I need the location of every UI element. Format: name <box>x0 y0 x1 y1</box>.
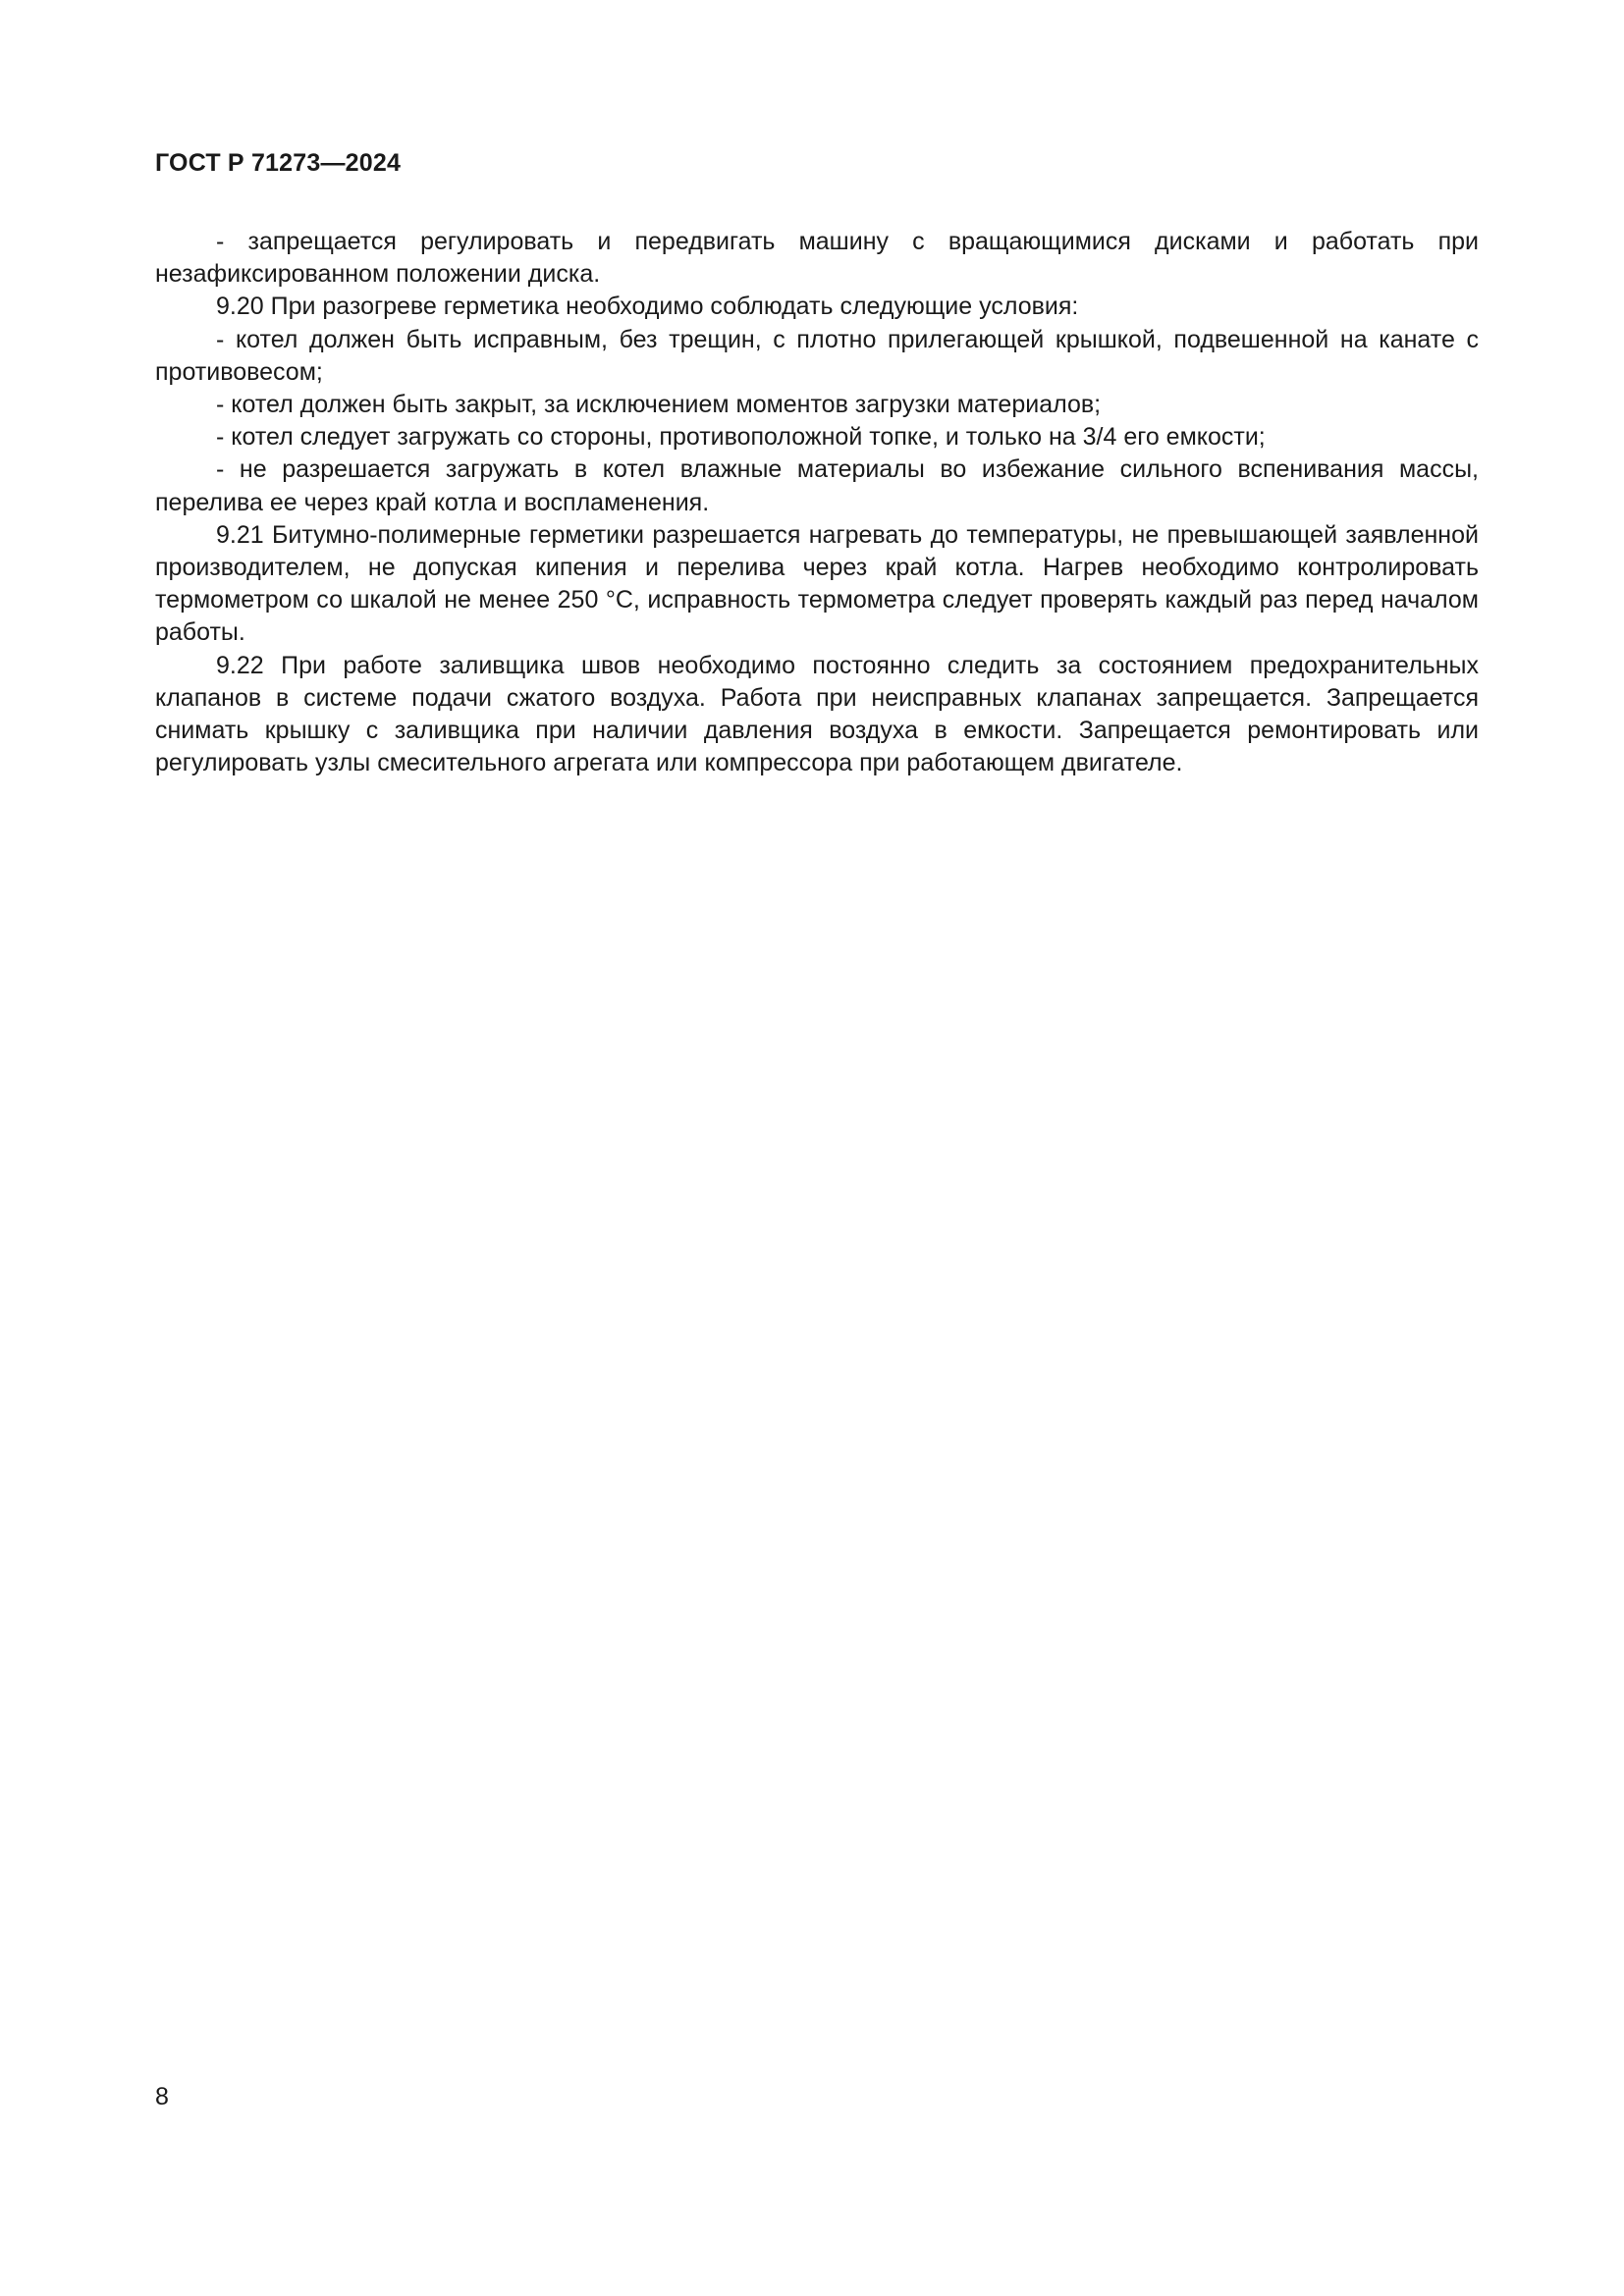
document-header <box>155 149 401 178</box>
paragraph-9-20: 9.20 При разогреве герметика необходимо соблюдать следующие условия: <box>216 293 1079 321</box>
document-body <box>155 226 1479 779</box>
list-item-kettle-closed: - котел должен быть закрыт, за исключением моментов загрузки материалов; <box>216 391 1102 419</box>
standard-code: ГОСТ Р 71273—2024 <box>155 149 402 177</box>
paragraph-9-22: 9.22 При работе заливщика швов необходимо постоянно следить за состоянием предохранительных клапанов в системе подачи сжатого воздуха. Работа при неисправных клапанах запрещается. Запрещается снимать крышку с заливщика при наличии давления воздуха в емкости. Запрещается ремонтировать или регулировать узлы смесительного агрегата или компрессора при работающем двигателе. <box>155 651 1479 777</box>
list-item-wet-materials: - не разрешается загружать в котел влажные материалы во избежание сильного вспенивания массы, перелива ее через край котла и воспламенения. <box>155 455 1479 516</box>
page-number: 8 <box>155 2083 169 2110</box>
list-item-kettle-condition: - котел должен быть исправным, без трещин, с плотно прилегающей крышкой, подвешенной на канате с противовесом; <box>155 325 1479 386</box>
paragraph-prohibition-disks: - запрещается регулировать и передвигать машину с вращающимися дисками и работать при незафиксированном положении диска. <box>155 228 1479 289</box>
list-item-kettle-loading: - котел следует загружать со стороны, противоположной топке, и только на 3/4 его емкости; <box>216 423 1266 452</box>
paragraph-9-21: 9.21 Битумно-полимерные герметики разрешается нагревать до температуры, не превышающей заявленной производителем, не допуская кипения и перелива через край котла. Нагрев необходимо контролировать термометром со шкалой не менее 250 °С, исправность термометра следует проверять каждый раз перед началом работы. <box>155 520 1479 647</box>
